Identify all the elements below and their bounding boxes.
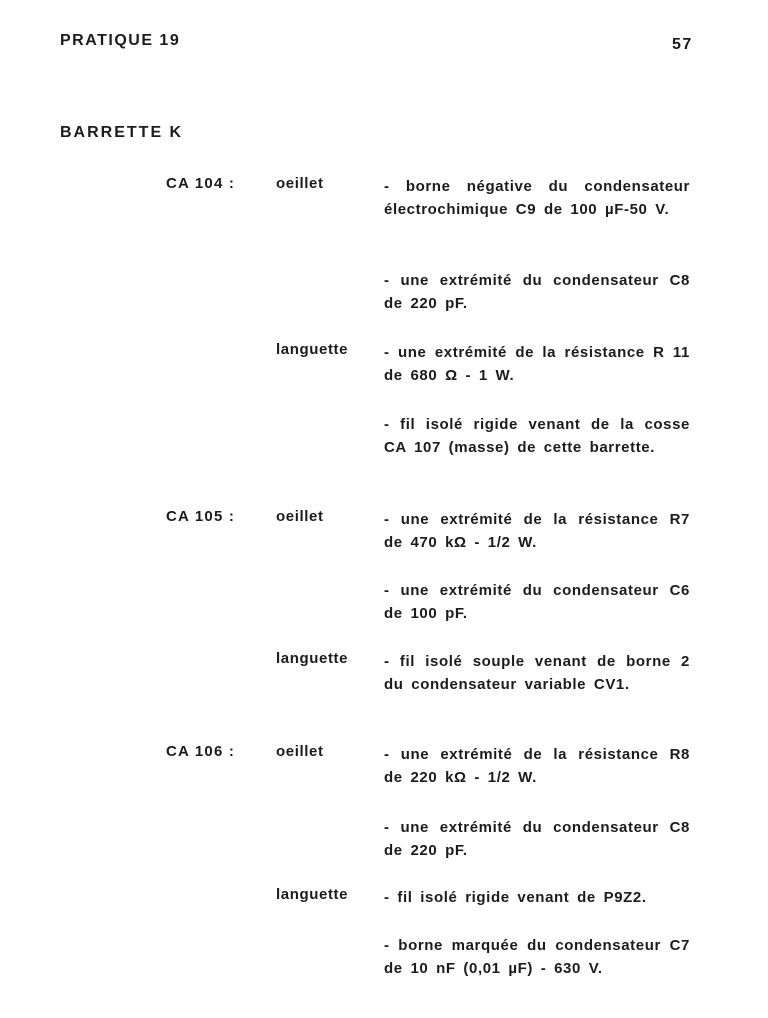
connection-description: - fil isolé souple venant de borne 2 du condensateur variable CV1. — [384, 653, 690, 693]
connection-description: - une extrémité du condensateur C8 de 220 pF. — [384, 819, 690, 859]
page-header: PRATIQUE 19 — [60, 32, 181, 49]
part-label: languette — [276, 341, 349, 358]
terminal-label: CA 106 : — [166, 743, 236, 760]
part-label: languette — [276, 886, 349, 903]
part-label: languette — [276, 650, 349, 667]
connection-description: - fil isolé rigide venant de P9Z2. — [384, 889, 647, 906]
connection-description: - une extrémité de la résistance R 11 de 680 Ω - 1 W. — [384, 344, 690, 384]
terminal-label: CA 105 : — [166, 508, 236, 525]
connection-description: - borne marquée du condensateur C7 de 10 nF (0,01 µF) - 630 V. — [384, 937, 690, 977]
part-label: oeillet — [276, 508, 324, 525]
connection-description: - une extrémité de la résistance R7 de 470 kΩ - 1/2 W. — [384, 511, 690, 551]
section-title: BARRETTE K — [60, 124, 184, 141]
page-number: 57 — [672, 36, 693, 53]
connection-description: - une extrémité du condensateur C6 de 100 pF. — [384, 582, 690, 622]
connection-description: - fil isolé rigide venant de la cosse CA 107 (masse) de cette barrette. — [384, 416, 690, 456]
connection-description: - borne négative du condensateur électrochimique C9 de 100 µF-50 V. — [384, 178, 690, 218]
part-label: oeillet — [276, 175, 324, 192]
terminal-label: CA 104 : — [166, 175, 236, 192]
part-label: oeillet — [276, 743, 324, 760]
connection-description: - une extrémité du condensateur C8 de 220 pF. — [384, 272, 690, 312]
connection-description: - une extrémité de la résistance R8 de 220 kΩ - 1/2 W. — [384, 746, 690, 786]
